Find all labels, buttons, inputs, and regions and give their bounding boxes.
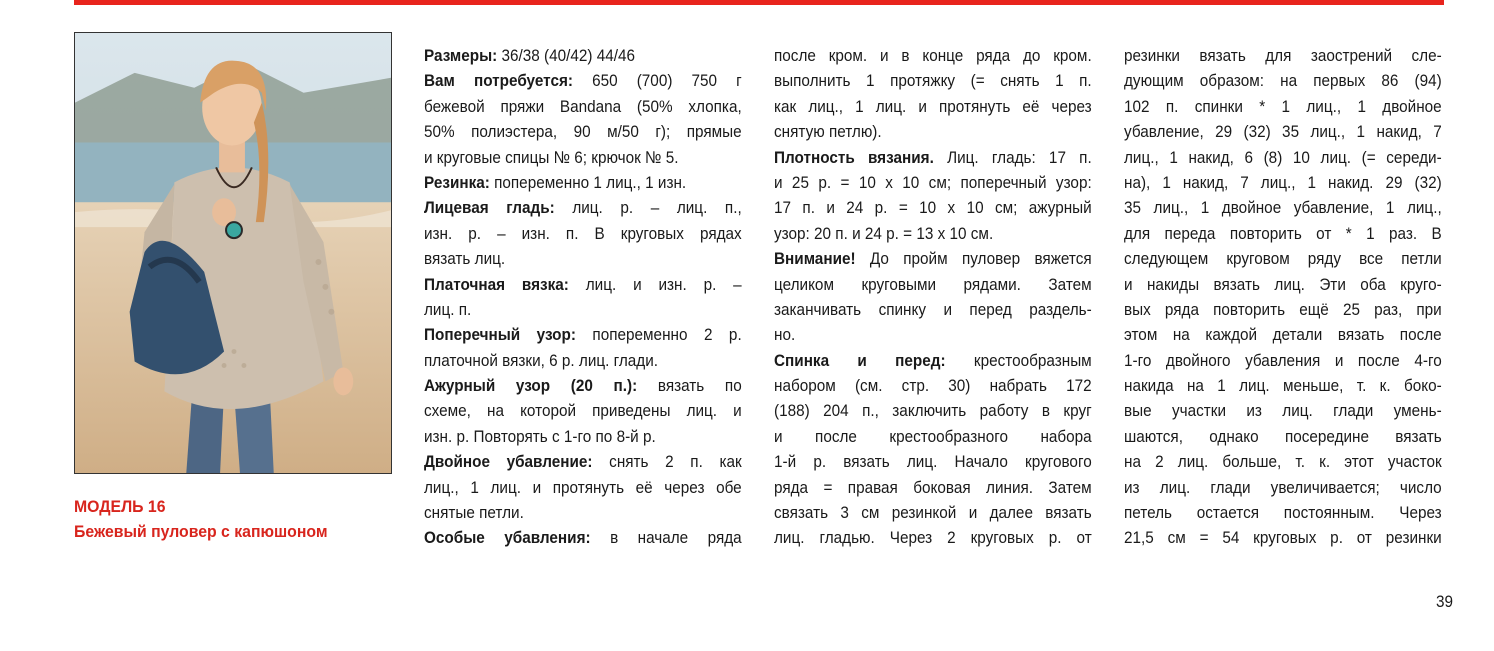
text-line: Размеры: 36/38 (40/42) 44/46 xyxy=(424,46,636,65)
text-line: лиц. гладью. Через 2 круговых р. от xyxy=(774,528,1092,548)
text-line: убавление, 29 (32) 35 лиц., 1 накид, 7 xyxy=(1124,122,1442,142)
text-line: бежевой пряжи Bandana (50% хлопка, xyxy=(424,96,742,116)
model-caption xyxy=(74,494,404,544)
text-line: набором (см. стр. 30) набрать 172 xyxy=(774,376,1092,396)
section-label: Внимание! xyxy=(774,249,856,269)
text-line: Вам потребуется: 650 (700) 750 г xyxy=(424,71,742,91)
text-line: вые участки из лиц. глади умень- xyxy=(1124,401,1442,421)
text-line: 102 п. спинки * 1 лиц., 1 двойное xyxy=(1124,96,1442,116)
text-line: связать 3 см резинкой и далее вязать xyxy=(774,503,1092,523)
text-line: но. xyxy=(774,325,796,345)
text-line: и после крестообразного набора xyxy=(774,426,1092,446)
section-label: Лицевая гладь: xyxy=(424,198,555,218)
section-label: Двойное убавление: xyxy=(424,452,593,472)
text-line: и накиды вязать лиц. Эти оба круго- xyxy=(1124,274,1442,294)
top-accent-rule xyxy=(74,0,1444,5)
text-line: снятые петли. xyxy=(424,503,524,523)
text-line: и круговые спицы № 6; крючок № 5. xyxy=(424,147,679,167)
text-line: для переда повторить от * 1 раз. В xyxy=(1124,223,1442,243)
text-line: Резинка: попеременно 1 лиц., 1 изн. xyxy=(424,172,687,192)
text-line: заканчивать спинку и перед раздель- xyxy=(774,299,1092,319)
text-line: 50% полиэстера, 90 м/50 г); прямые xyxy=(424,122,742,142)
text-line: лиц., 1 накид, 6 (8) 10 лиц. (= середи- xyxy=(1124,147,1442,167)
text-line: 35 лиц., 1 двойное убавление, 1 лиц., xyxy=(1124,198,1442,218)
text-line: 1-й р. вязать лиц. Начало кругового xyxy=(774,452,1092,472)
text-line: 21,5 см = 54 круговых р. от резинки xyxy=(1124,528,1442,548)
text-line: вязать лиц. xyxy=(424,249,506,269)
section-label: Резинка: xyxy=(424,172,490,192)
section-label: Ажурный узор (20 п.): xyxy=(424,376,638,396)
text-line: петель остается постоянным. Через xyxy=(1124,503,1442,523)
text-line: Особые убавления: в начале ряда xyxy=(424,528,742,548)
text-line: как лиц., 1 лиц. и протянуть её через xyxy=(774,96,1092,116)
text-line: узор: 20 п. и 24 р. = 13 х 10 см. xyxy=(774,223,994,243)
section-label: Поперечный узор: xyxy=(424,325,576,345)
text-line: Лицевая гладь: лиц. р. – лиц. п., xyxy=(424,198,742,218)
text-line: накида на 1 лиц. меньше, т. к. боко- xyxy=(1124,376,1442,396)
text-line: (188) 204 п., заключить работу в круг xyxy=(774,401,1092,421)
text-line: из лиц. глади увеличивается; число xyxy=(1124,477,1442,497)
section-label: Плотность вязания. xyxy=(774,147,934,167)
text-line: Поперечный узор: попеременно 2 р. xyxy=(424,325,742,345)
text-line: Двойное убавление: снять 2 п. как xyxy=(424,452,742,472)
text-line: Внимание! До пройм пуловер вяжется xyxy=(774,249,1092,269)
text-line: шаются, однако посередине вязать xyxy=(1124,426,1442,446)
text-line: ряда = правая боковая линия. Затем xyxy=(774,477,1092,497)
section-label: Платочная вязка: xyxy=(424,274,569,294)
section-label: Вам потребуется: xyxy=(424,71,574,91)
model-photo xyxy=(74,32,392,474)
text-line: дующим образом: на первых 86 (94) xyxy=(1124,71,1442,91)
text-line: платочной вязки, 6 р. лиц. глади. xyxy=(424,350,659,370)
text-line: выполнить 1 протяжку (= снять 1 п. xyxy=(774,71,1092,91)
section-label: Размеры: xyxy=(424,46,498,65)
page-number: 39 xyxy=(1436,592,1454,611)
text-line: Плотность вязания. Лиц. гладь: 17 п. xyxy=(774,147,1092,167)
text-line: снятую петлю). xyxy=(774,122,882,142)
text-line: резинки вязать для заострений сле- xyxy=(1124,46,1442,65)
text-line: Платочная вязка: лиц. и изн. р. – xyxy=(424,274,742,294)
text-line: этом на каждой детали вязать после xyxy=(1124,325,1442,345)
text-line: лиц. п. xyxy=(424,299,472,319)
text-line: изн. р. – изн. п. В круговых рядах xyxy=(424,223,742,243)
text-line: вых ряда повторить ещё 25 раз, при xyxy=(1124,299,1442,319)
text-line: лиц., 1 лиц. и протянуть её через обе xyxy=(424,477,742,497)
text-line: следующем круговом ряду все петли xyxy=(1124,249,1442,269)
text-line: Спинка и перед: крестообразным xyxy=(774,350,1092,370)
model-number: МОДЕЛЬ 16 xyxy=(74,497,166,516)
text-line: и 25 р. = 10 х 10 см; поперечный узор: xyxy=(774,172,1092,192)
text-column-3 xyxy=(1124,43,1442,551)
text-line: целиком круговыми рядами. Затем xyxy=(774,274,1092,294)
text-line: на 2 лиц. больше, т. к. этот участок xyxy=(1124,452,1442,472)
text-line: после кром. и в конце ряда до кром. xyxy=(774,46,1092,65)
section-label: Особые убавления: xyxy=(424,528,591,548)
text-column-2 xyxy=(774,43,1092,551)
text-line: 17 п. и 24 р. = 10 х 10 см; ажурный xyxy=(774,198,1092,218)
text-line: 1-го двойного убавления и после 4-го xyxy=(1124,350,1442,370)
text-line: изн. р. Повторять с 1-го по 8-й р. xyxy=(424,426,656,446)
section-label: Спинка и перед: xyxy=(774,350,946,370)
model-title: Бежевый пуловер с капюшоном xyxy=(74,522,328,541)
text-line: на), 1 накид, 7 лиц., 1 накид. 29 (32) xyxy=(1124,172,1442,192)
text-line: схеме, на которой приведены лиц. и xyxy=(424,401,742,421)
text-line: Ажурный узор (20 п.): вязать по xyxy=(424,376,742,396)
text-column-1 xyxy=(424,43,742,551)
